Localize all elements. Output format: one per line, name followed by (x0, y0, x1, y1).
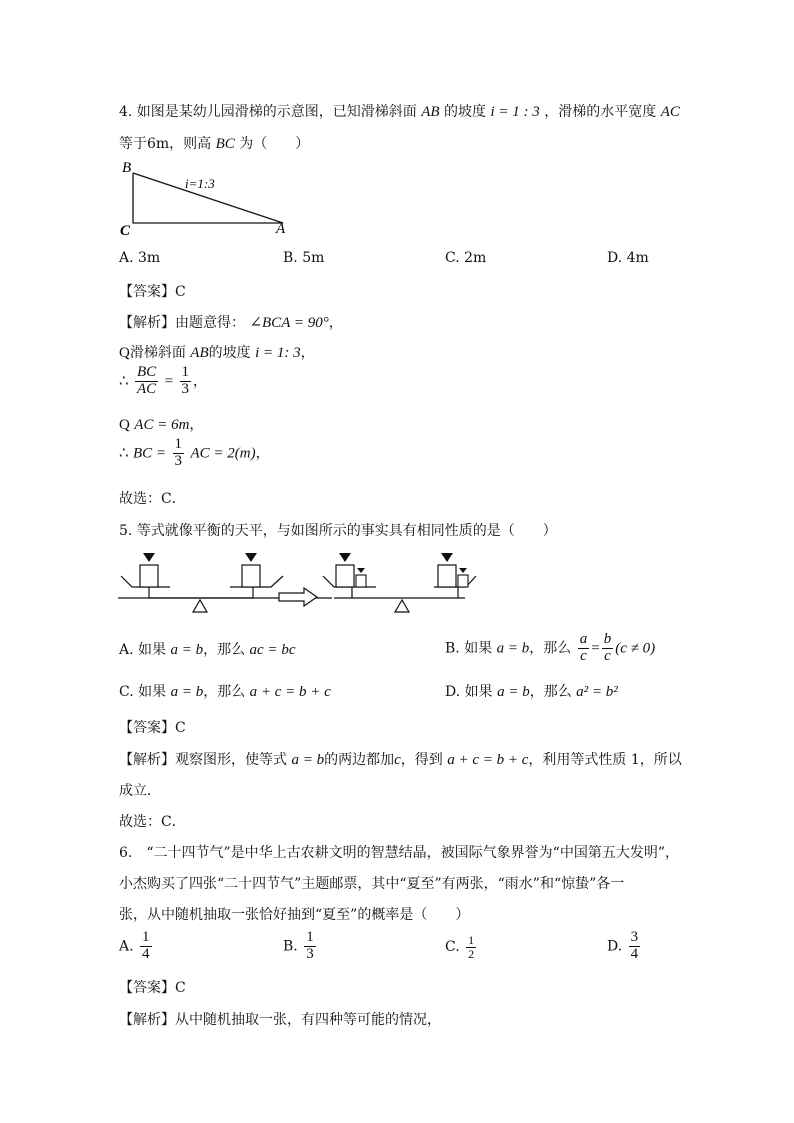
fraction-denominator: AC (137, 380, 157, 397)
option-label: D. (607, 938, 623, 955)
q4-an-ab: AB (190, 345, 209, 361)
q5-option-b (445, 632, 655, 665)
equals-sign: = (164, 373, 174, 390)
value-fraction (180, 365, 192, 398)
q5-conclusion: 故选：C． (119, 814, 186, 830)
q4-text: 等于6m，则高 (119, 136, 212, 152)
option-math: a² = b² (576, 684, 618, 700)
q6-line2: 小杰购买了四张“二十四节气”主题邮票，其中“夏至”有两张，“雨水”和“惊蛰”各一 (119, 876, 625, 892)
q4-slope: i = 1 : 3 (490, 104, 540, 120)
q4-an-math: i = 1: 3 (255, 345, 301, 361)
vertex-a-label: A (276, 221, 286, 237)
q4-an-end: ， (189, 417, 204, 433)
q4-analysis-line5 (119, 437, 270, 470)
q5-an-text: ，利用等式性质 1，所以 (528, 752, 682, 768)
option-fraction (466, 934, 476, 960)
fraction-numerator: BC (137, 364, 157, 380)
option-math: a = b (497, 684, 530, 700)
analysis-label: 【解析】 (119, 752, 175, 768)
option-text: ，那么 (529, 684, 572, 700)
q4-option-a: A. 3m (119, 250, 161, 266)
option-label: A. (119, 938, 134, 955)
arrow-icon (279, 588, 317, 606)
because-symbol: Q (119, 345, 130, 361)
fraction-denominator: c (580, 647, 587, 664)
option-text: ，那么 (203, 642, 246, 658)
fraction-denominator: 4 (630, 945, 639, 962)
option-label: C. (445, 939, 460, 956)
q4-an-text: 滑梯斜面 (129, 345, 186, 361)
fraction-denominator: 4 (142, 945, 150, 962)
q6-analysis (119, 1009, 441, 1029)
q4-analysis-line1 (119, 312, 343, 332)
q4-conclusion: 故选：C． (119, 491, 186, 507)
option-label: A. 如果 (119, 642, 167, 658)
q4-an-text: 由题意得： (175, 315, 245, 331)
q5-option-d (445, 681, 618, 701)
equals-sign: = (591, 640, 600, 657)
q4-text: 的坡度 (444, 104, 487, 120)
q4-an-end: ， (300, 345, 315, 361)
option-fraction (602, 632, 614, 665)
q4-option-b: B. 5m (283, 250, 325, 266)
slope-label: i=1:3 (185, 176, 215, 191)
option-math: a = b (170, 642, 204, 658)
option-text: ，那么 (529, 640, 572, 657)
q4-option-c: C. 2m (445, 250, 487, 266)
q4-line1 (119, 101, 680, 121)
q4-an-math: AC = 2(m) (190, 445, 256, 462)
q4-analysis-line3 (119, 365, 207, 398)
q5-an-math: c (394, 752, 401, 768)
therefore-symbol: ∴ (119, 373, 129, 390)
fraction-numerator: 1 (142, 929, 150, 945)
option-math: a = b (170, 684, 204, 700)
option-text: ，那么 (203, 684, 246, 700)
fraction-denominator: 3 (181, 380, 190, 397)
q5-an-math: a + c = b + c (447, 752, 529, 768)
q5-an-math: a = b (291, 752, 325, 768)
fraction-numerator: 1 (174, 436, 182, 452)
q4-option-d: D. 4m (607, 250, 649, 266)
vertex-b-label: B (122, 160, 132, 176)
option-fraction (140, 930, 152, 963)
q4-an-end: ， (255, 445, 270, 462)
balance-before (118, 553, 332, 612)
q4-text: 为（ ） (239, 136, 310, 152)
q4-bc: BC (215, 136, 235, 152)
balance-after (323, 553, 476, 612)
q4-ac: AC (660, 104, 680, 120)
q6-option-b (283, 930, 318, 963)
option-label: D. 如果 (445, 684, 493, 700)
q5-analysis-line1 (119, 749, 682, 769)
fraction-numerator: 1 (468, 933, 475, 947)
balance-figure (118, 551, 478, 617)
fraction-denominator: c (604, 647, 611, 664)
q4-an-math: ∠BCA = 90° (249, 315, 329, 331)
option-fraction (629, 930, 641, 963)
fraction-numerator: a (579, 631, 588, 647)
therefore-symbol: ∴ (119, 445, 129, 462)
option-math: a + c = b + c (249, 684, 331, 700)
option-fraction (304, 930, 316, 963)
analysis-label: 【解析】 (119, 1012, 175, 1028)
fraction-denominator: 2 (468, 946, 475, 961)
q4-an-end: ， (193, 373, 208, 390)
q4-text: 4. 如图是某幼儿园滑梯的示意图，已知滑梯斜面 (119, 104, 417, 120)
fraction-denominator: 3 (306, 945, 314, 962)
fraction-numerator: b (603, 631, 612, 647)
q6-option-c (445, 934, 478, 960)
q6-answer: 【答案】C (119, 980, 186, 996)
q6-option-a (119, 930, 154, 963)
fraction-denominator: 3 (174, 452, 182, 469)
q4-an-end: ， (328, 315, 343, 331)
ratio-fraction (135, 365, 158, 398)
analysis-label: 【解析】 (119, 315, 175, 331)
fraction-numerator: 3 (630, 929, 639, 945)
fraction-numerator: 1 (181, 364, 190, 380)
q6-line3: 张，从中随机抽取一张恰好抽到“夏至”的概率是（ ） (119, 907, 470, 923)
q4-an-math: BC = (133, 445, 167, 462)
q4-an-text: 的坡度 (208, 345, 251, 361)
q5-option-c (119, 681, 331, 701)
q4-ab: AB (421, 104, 440, 120)
option-math: ac = bc (249, 642, 296, 658)
q5-option-a (119, 639, 295, 659)
q4-an-math: AC = 6m (134, 417, 190, 433)
fraction-numerator: 1 (306, 929, 314, 945)
q5-answer: 【答案】C (119, 720, 186, 736)
option-math: a = b (496, 640, 530, 657)
q4-line2 (119, 133, 309, 153)
q4-answer: 【答案】C (119, 284, 186, 300)
option-label: B. 如果 (445, 640, 493, 657)
q6-line1: 6. “二十四节气”是中华上古农耕文明的智慧结晶，被国际气象界誉为“中国第五大发明”， (119, 845, 679, 861)
q6-option-d (607, 930, 642, 963)
q4-analysis-line4 (119, 414, 203, 434)
q4-text: ，滑梯的水平宽度 (544, 104, 657, 120)
q5-an-text: 观察图形，使等式 (175, 752, 287, 768)
q6-an-text: 从中随机抽取一张，有四种等可能的情况， (175, 1012, 441, 1028)
q5-an-text: 的两边都加 (324, 752, 395, 768)
q5-an-text: ，得到 (400, 752, 443, 768)
slide-figure (118, 158, 298, 238)
q5-question: 5. 等式就像平衡的天平，与如图所示的事实具有相同性质的是（ ） (119, 523, 557, 539)
q5-analysis-line2: 成立． (119, 783, 161, 799)
option-label: B. (283, 938, 298, 955)
option-math: (c ≠ 0) (615, 640, 656, 657)
vertex-c-label: C (120, 223, 131, 238)
q4-analysis-line2 (119, 342, 315, 362)
option-label: C. 如果 (119, 684, 167, 700)
option-fraction (578, 632, 590, 665)
because-symbol: Q (119, 417, 130, 433)
value-fraction (173, 437, 185, 470)
